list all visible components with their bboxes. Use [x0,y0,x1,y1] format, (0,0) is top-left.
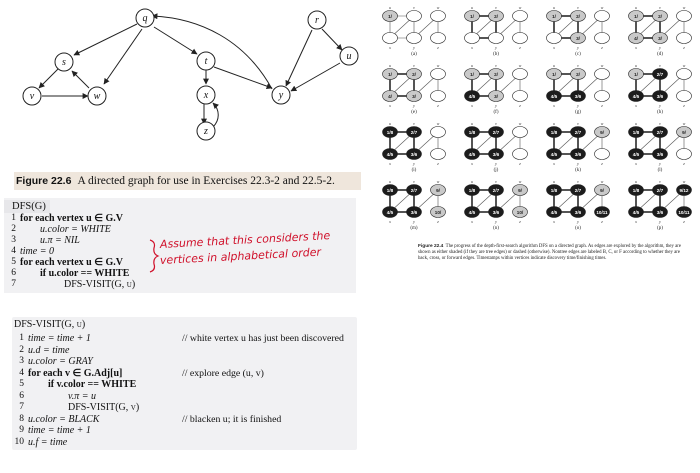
progress-panel-label: (p) [657,226,663,231]
progress-vertex [595,91,610,102]
progress-vertex-letter: w [518,63,522,68]
progress-vertex-letter: z [519,103,521,108]
progress-panel [383,5,446,57]
progress-timestamp: 4/ [634,36,638,41]
progress-vertex-letter: x [635,103,637,108]
code-line: 8 u.color = BLACK // blacken u; it is finished [19,413,282,425]
progress-vertex-letter: x [471,161,473,166]
progress-vertex [513,33,528,44]
progress-vertex-letter: z [437,45,439,50]
progress-vertex-letter: z [437,103,439,108]
code-comment: // blacken u; it is finished [182,413,282,425]
progress-timestamp: 3/6 [574,210,582,215]
progress-vertex-letter: x [635,45,637,50]
code-text: for each vertex u ∈ G.V [20,257,123,268]
progress-vertex-letter: x [553,219,555,224]
progress-vertex [431,149,446,160]
progress-timestamp: 2/ [658,14,662,19]
progress-vertex-letter: x [553,103,555,108]
code-text: time = 0 [20,246,54,257]
progress-vertex-letter: w [600,121,604,126]
progress-timestamp: 2/ [576,14,580,19]
progress-vertex-letter: z [683,103,685,108]
progress-vertex-letter: x [635,219,637,224]
progress-vertex-letter: v [495,179,497,184]
progress-vertex [431,33,446,44]
progress-vertex [595,149,610,160]
progress-vertex-letter: v [495,121,497,126]
progress-vertex-letter: z [437,161,439,166]
progress-timestamp: 2/7 [656,130,664,135]
progress-vertex [465,33,480,44]
progress-timestamp: 2/7 [574,130,582,135]
progress-vertex-letter: u [635,63,637,68]
code-line: 1 for each vertex u ∈ G.V [11,213,123,224]
code-line: 4 time = 0 [11,246,54,257]
progress-panel-label: (o) [575,226,581,231]
code-text: for each v ∈ G.Adj[u] [28,367,123,379]
progress-vertex-letter: y [577,45,579,50]
progress-timestamp: 4/5 [386,210,394,215]
progress-vertex-letter: y [659,45,661,50]
progress-timestamp: 1/8 [632,130,640,135]
progress-vertex [431,69,446,80]
progress-timestamp: 3/ [494,94,498,99]
progress-vertex-letter: u [553,179,555,184]
progress-vertex-letter: x [389,219,391,224]
progress-vertex-letter: z [601,219,603,224]
progress-timestamp: 10/ [434,210,442,215]
progress-vertex-letter: u [471,5,473,10]
vertex-label-x: x [203,90,209,101]
progress-timestamp: 1/8 [386,188,394,193]
progress-timestamp: 2/7 [492,130,500,135]
code-line: 3 u.color = GRAY [19,356,93,367]
progress-timestamp: 3/6 [410,152,418,157]
progress-vertex-letter: x [389,161,391,166]
code-text: if u.color == WHITE [40,268,130,279]
dfs-visit-header: DFS-VISIT(G, u) [14,319,86,330]
code-line: 2 u.d = time [19,344,70,356]
code-line: 6 v.π = u [19,390,96,402]
progress-vertex-letter: z [519,45,521,50]
progress-vertex-letter: u [553,5,555,10]
progress-vertex-letter: y [495,161,497,166]
progress-vertex-letter: w [518,5,522,10]
progress-vertex-letter: y [577,161,579,166]
code-line: 3 u.π = NIL [11,235,80,246]
progress-vertex-letter: u [471,179,473,184]
progress-vertex [595,33,610,44]
progress-timestamp: 3/6 [656,94,664,99]
progress-timestamp: 3/ [576,36,580,41]
progress-vertex-letter: v [577,5,579,10]
progress-timestamp: 3/ [658,36,662,41]
progress-timestamp: 4/5 [468,210,476,215]
progress-panel-label: (j) [493,168,499,173]
vertex-label-v: v [29,91,35,102]
progress-timestamp: 9/ [600,130,604,135]
progress-vertex-letter: z [683,219,685,224]
progress-panel-label: (l) [657,168,663,173]
progress-timestamp: 9/12 [679,188,689,193]
progress-vertex [489,33,504,44]
code-line: 9 time = time + 1 [19,425,91,436]
progress-panel [547,179,610,231]
vertex-label-s: s [62,57,66,68]
progress-vertex-letter: x [471,103,473,108]
progress-vertex [513,11,528,22]
progress-panel [547,5,610,57]
progress-timestamp: 3/6 [410,210,418,215]
progress-vertex-letter: v [577,121,579,126]
progress-panel-label: (k) [575,168,581,173]
progress-timestamp: 1/8 [550,130,558,135]
progress-vertex-letter: y [413,103,415,108]
progress-timestamp: 1/ [388,14,392,19]
code-line: 5 for each vertex u ∈ G.V [11,257,123,268]
progress-panel [465,63,528,115]
progress-timestamp: 9/ [682,130,686,135]
progress-timestamp: 1/8 [632,188,640,193]
code-line: 10 u.f = time [14,436,68,448]
progress-panel [629,5,692,57]
progress-vertex-letter: u [553,63,555,68]
progress-panel-label: (a) [411,52,417,57]
progress-timestamp: 2/ [412,72,416,77]
progress-timestamp: 9/ [600,188,604,193]
progress-timestamp: 4/5 [632,152,640,157]
handwritten-note-line2: vertices in alphabetical order [159,245,322,267]
progress-vertex-letter: v [413,121,415,126]
handwritten-note-line1: Assume that this considers the [159,229,331,251]
progress-vertex-letter: z [519,161,521,166]
progress-vertex-letter: w [600,63,604,68]
progress-vertex [431,91,446,102]
progress-vertex-letter: y [495,219,497,224]
progress-timestamp: 9/ [518,188,522,193]
progress-vertex [677,91,692,102]
code-text: u.π = NIL [40,235,80,246]
progress-panel-label: (g) [575,110,581,115]
progress-panel [629,121,692,173]
vertex-label-z: z [204,126,208,137]
progress-vertex-letter: y [495,45,497,50]
vertex-label-t: t [204,56,208,67]
progress-vertex-letter: v [495,5,497,10]
progress-vertex-letter: z [519,219,521,224]
progress-vertex-letter: z [683,45,685,50]
progress-timestamp: 3/6 [574,152,582,157]
code-text: time = time + 1 [28,333,91,344]
progress-vertex-letter: x [635,161,637,166]
progress-vertex-letter: v [413,63,415,68]
progress-vertex-letter: u [471,63,473,68]
progress-timestamp: 4/5 [550,152,558,157]
progress-vertex-letter: z [601,103,603,108]
progress-vertex-letter: u [389,63,391,68]
progress-vertex-letter: w [682,121,686,126]
progress-timestamp: 1/ [388,72,392,77]
progress-vertex-letter: u [635,121,637,126]
progress-vertex [407,33,422,44]
progress-vertex-letter: w [682,63,686,68]
progress-timestamp: 1/ [552,14,556,19]
progress-panel [629,63,692,115]
progress-timestamp: 1/ [634,72,638,77]
vertex-label-w: w [93,91,101,102]
code-text: DFS-VISIT(G, u) [64,279,136,290]
progress-vertex-letter: x [471,219,473,224]
progress-vertex-letter: z [437,219,439,224]
progress-timestamp: 4/5 [550,94,558,99]
progress-timestamp: 2/ [494,14,498,19]
progress-timestamp: 4/ [388,94,392,99]
progress-panel [547,63,610,115]
progress-vertex [677,69,692,80]
progress-vertex-letter: w [518,179,522,184]
progress-vertex [513,91,528,102]
progress-vertex-letter: z [601,45,603,50]
code-line: 7 DFS-VISIT(G, v) [19,402,140,413]
progress-panel-label: (c) [575,52,581,57]
progress-vertex [677,33,692,44]
progress-timestamp: 1/ [470,72,474,77]
progress-timestamp: 3/ [412,94,416,99]
progress-vertex [513,127,528,138]
code-comment: // white vertex u has just been discovered [182,333,344,344]
progress-timestamp: 1/ [552,72,556,77]
code-text: for each vertex u ∈ G.V [20,213,123,224]
progress-vertex-letter: v [659,5,661,10]
progress-figure-caption [418,244,688,262]
progress-vertex-letter: w [436,179,440,184]
directed-graph [0,0,365,170]
progress-panel-label: (h) [657,110,663,115]
code-line: 1 time = time + 1 // white vertex u has just been discovered [19,333,344,344]
progress-vertex-letter: u [471,121,473,126]
progress-panel-label: (b) [493,52,499,57]
dfs-progress-figure [372,0,700,473]
progress-panel [547,121,610,173]
progress-timestamp: 4/5 [632,210,640,215]
progress-timestamp: 10/ [516,210,524,215]
progress-vertex-letter: v [659,121,661,126]
vertex-label-y: y [278,90,284,101]
progress-vertex-letter: x [389,103,391,108]
progress-vertex-letter: y [413,219,415,224]
progress-vertex-letter: u [389,5,391,10]
progress-timestamp: 1/ [470,14,474,19]
progress-vertex-letter: u [389,179,391,184]
progress-panel-label: (d) [657,52,663,57]
progress-vertex-letter: w [436,63,440,68]
dfs-progress-panels [372,0,700,240]
code-text: DFS-VISIT(G, v) [68,402,140,413]
progress-timestamp: 1/ [634,14,638,19]
progress-timestamp: 3/6 [656,210,664,215]
code-comment: // explore edge (u, v) [182,367,264,379]
progress-panel-label: (n) [493,226,499,231]
progress-vertex [513,69,528,80]
progress-timestamp: 2/7 [410,130,418,135]
dfs-visit-algorithm [12,317,357,450]
progress-vertex-letter: w [600,5,604,10]
progress-timestamp: 1/8 [468,188,476,193]
code-text: v.π = u [68,390,96,402]
progress-timestamp: 4/5 [632,94,640,99]
code-text: u.d = time [28,344,70,356]
progress-timestamp: 4/5 [468,94,476,99]
progress-panel [383,121,446,173]
code-text: u.f = time [28,436,68,448]
progress-timestamp: 1/8 [386,130,394,135]
progress-panel-label: (f) [493,110,499,115]
progress-vertex-letter: y [577,219,579,224]
progress-timestamp: 4/5 [386,152,394,157]
progress-vertex [431,127,446,138]
progress-timestamp: 3/6 [492,152,500,157]
progress-vertex-letter: v [495,63,497,68]
progress-timestamp: 2/7 [574,188,582,193]
progress-vertex [431,11,446,22]
progress-vertex-letter: y [659,103,661,108]
progress-figure-label: Figure 22.4 [418,244,444,249]
vertex-label-u: u [346,51,352,62]
progress-vertex [513,149,528,160]
progress-vertex-letter: v [577,63,579,68]
progress-vertex-letter: u [635,5,637,10]
progress-vertex [407,11,422,22]
progress-vertex-letter: x [389,45,391,50]
dfs-header: DFS(G) [4,200,50,213]
progress-vertex [595,11,610,22]
progress-vertex-letter: z [601,161,603,166]
progress-vertex-letter: u [389,121,391,126]
progress-vertex-letter: y [659,219,661,224]
progress-timestamp: 10/11 [596,210,608,215]
figure-caption-text: A directed graph for use in Exercises 22.3-2 and 22.5-2. [77,175,335,187]
progress-timestamp: 9/ [436,188,440,193]
progress-vertex-letter: y [413,45,415,50]
progress-timestamp: 4/5 [550,210,558,215]
progress-panel-label: (i) [411,168,417,173]
progress-timestamp: 10/11 [678,210,690,215]
progress-panel-label: (e) [411,110,417,115]
progress-figure-caption-text: The progress of the depth-first-search algorithm DFS on a directed graph. As edges are explored by the algorithm, they are shown as either shaded (if they are tree edges) or dashed (otherwise). Nontree edges are labeled B, C, or F according to whether they are back, cross, or forward edges. Timestamps within vertices indicate discovery time/finishing times. [418,244,682,261]
progress-panel [465,179,528,231]
progress-vertex-letter: x [471,45,473,50]
progress-vertex-letter: w [682,5,686,10]
progress-timestamp: 2/ [576,72,580,77]
progress-timestamp: 3/6 [492,210,500,215]
vertex-label-q: q [142,13,148,24]
progress-vertex-letter: y [659,161,661,166]
progress-timestamp: 2/ [494,72,498,77]
progress-vertex-letter: y [495,103,497,108]
progress-vertex-letter: w [518,121,522,126]
progress-timestamp: 2/7 [410,188,418,193]
progress-panel-label: (m) [410,226,418,231]
progress-vertex-letter: u [635,179,637,184]
progress-vertex [547,33,562,44]
progress-vertex-letter: x [553,45,555,50]
code-text: u.color = WHITE [40,224,111,235]
progress-vertex-letter: w [436,121,440,126]
progress-vertex-letter: v [659,179,661,184]
progress-vertex [677,149,692,160]
figure-caption [14,172,361,190]
code-text: u.color = BLACK [28,413,100,425]
code-line: 5 if v.color == WHITE [19,379,137,390]
progress-timestamp: 3/6 [656,152,664,157]
code-line: 7 DFS-VISIT(G, u) [11,279,136,290]
progress-vertex-letter: v [413,179,415,184]
progress-vertex-letter: y [577,103,579,108]
progress-vertex-letter: u [553,121,555,126]
progress-vertex [677,11,692,22]
progress-vertex-letter: w [682,179,686,184]
progress-timestamp: 2/7 [492,188,500,193]
code-text: time = time + 1 [28,425,91,436]
progress-panel [383,179,446,231]
progress-vertex-letter: y [413,161,415,166]
progress-vertex-letter: x [553,161,555,166]
progress-timestamp: 4/5 [468,152,476,157]
progress-timestamp: 3/6 [574,94,582,99]
progress-timestamp: 2/7 [656,188,664,193]
progress-timestamp: 1/8 [468,130,476,135]
vertex-label-r: r [315,15,319,26]
code-text: u.color = GRAY [28,356,93,367]
progress-vertex [595,69,610,80]
figure-label: Figure 22.6 [16,175,72,187]
dfs-algorithm [4,198,356,293]
progress-vertex-letter: w [600,179,604,184]
progress-panel [383,63,446,115]
progress-vertex [383,33,398,44]
progress-vertex-letter: z [683,161,685,166]
code-text: if v.color == WHITE [48,379,137,390]
brace-icon [148,238,160,274]
progress-timestamp: 1/8 [550,188,558,193]
progress-panel [465,121,528,173]
progress-panel [629,179,692,231]
progress-vertex-letter: v [413,5,415,10]
progress-vertex-letter: v [577,179,579,184]
progress-vertex-letter: w [436,5,440,10]
code-line: 2 u.color = WHITE [11,224,111,235]
code-line: 4 for each v ∈ G.Adj[u] // explore edge (u, v) [19,367,264,379]
progress-vertex-letter: v [659,63,661,68]
progress-panel [465,5,528,57]
progress-timestamp: 2/7 [656,72,664,77]
code-line: 6 if u.color == WHITE [11,268,130,279]
